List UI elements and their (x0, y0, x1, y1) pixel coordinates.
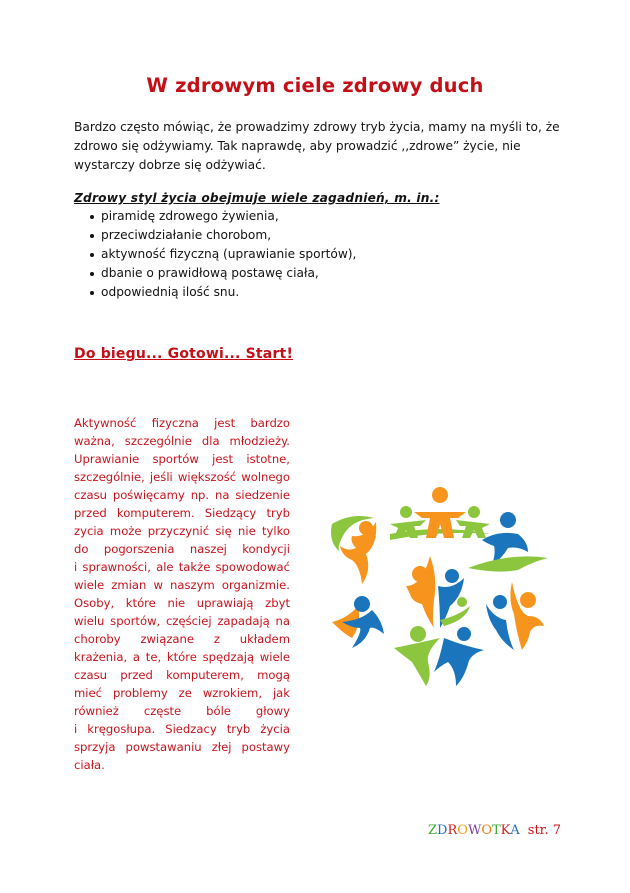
body-line: ciała. (74, 758, 105, 772)
body-line: Uprawianie sportów jest istotne, (74, 452, 290, 466)
body-line: czasu przed komputerem, mogą (74, 668, 290, 682)
body-line: szczególnie, jeśli większość wolnego (74, 470, 290, 484)
list-item (90, 283, 490, 302)
list-item-text: przeciwdziałanie chorobom, (101, 228, 272, 242)
body-line: i kręgosłupa. Siedzacy tryb życia (74, 722, 290, 736)
body-line: ważna, szczególnie dla młodzieży. (74, 434, 290, 448)
page-footer (428, 823, 561, 838)
bullet-icon (90, 253, 94, 257)
brand-letter: O (481, 823, 492, 838)
brand-letter: W (467, 823, 482, 838)
intro-line: wystarczy dobrze się odżywiać. (74, 158, 266, 172)
body-line: krażenia, a te, które spędzają wiele (74, 650, 290, 664)
bullet-list (90, 207, 490, 302)
bullet-icon (90, 215, 94, 219)
bullet-icon (90, 291, 94, 295)
list-item (90, 264, 490, 283)
page-title: W zdrowym ciele zdrowy duch (146, 74, 484, 97)
body-line: Aktywność fizyczna jest bardzo (74, 416, 290, 430)
brand-letter: R (447, 823, 458, 838)
list-item-text: dbanie o prawidłową postawę ciała, (101, 266, 319, 280)
body-line: również częste bóle głowy (74, 704, 290, 718)
brand-logo (428, 823, 520, 838)
list-subheading: Zdrowy styl życia obejmuje wiele zagadnień, m. in.: (74, 191, 440, 205)
body-paragraph (74, 414, 290, 774)
intro-paragraph (74, 118, 564, 175)
body-line: i sprawności, ale także spowodować (74, 560, 290, 574)
brand-letter: D (437, 823, 448, 838)
body-line: wiele zmian w naszym organizmie. (74, 578, 290, 592)
intro-line: zdrowo się odżywiamy. Tak naprawdę, aby prowadzić ,,zdrowe” życie, nie (74, 139, 521, 153)
body-line: zycia może przyczynić się nie tylko (74, 524, 290, 538)
list-item-text: odpowiednią ilość snu. (101, 285, 240, 299)
brand-letter: T (492, 823, 501, 838)
list-item (90, 226, 490, 245)
body-line: do pogorszenia naszej kondycji (74, 542, 290, 556)
list-item (90, 207, 490, 226)
brand-letter: A (510, 823, 520, 838)
body-line: przed komputerem. Siedzący tryb (74, 506, 290, 520)
brand-letter: O (457, 823, 468, 838)
brand-letter: Z (428, 823, 438, 838)
body-line: choroby związane z układem (74, 632, 290, 646)
bullet-icon (90, 234, 94, 238)
body-line: sprzyja powstawaniu złej postawy (74, 740, 290, 754)
intro-line: Bardzo często mówiąc, że prowadzimy zdrowy tryb życia, mamy na myśli to, że (74, 120, 560, 134)
body-line: mieć problemy ze wzrokiem, jak (74, 686, 290, 700)
bullet-icon (90, 272, 94, 276)
people-activity-icon (322, 482, 558, 692)
page-number: str. 7 (527, 823, 561, 838)
list-item (90, 245, 490, 264)
brand-letter: K (500, 823, 511, 838)
section-heading: Do biegu... Gotowi... Start! (74, 346, 294, 362)
body-line: czasu poświęcamy np. na siedzenie (74, 488, 290, 502)
body-line: wielu sportów, częściej zapadają na (74, 614, 290, 628)
body-line: Osoby, które nie uprawiają zbyt (74, 596, 290, 610)
list-item-text: piramidę zdrowego żywienia, (101, 209, 279, 223)
list-item-text: aktywność fizyczną (uprawianie sportów), (101, 247, 357, 261)
